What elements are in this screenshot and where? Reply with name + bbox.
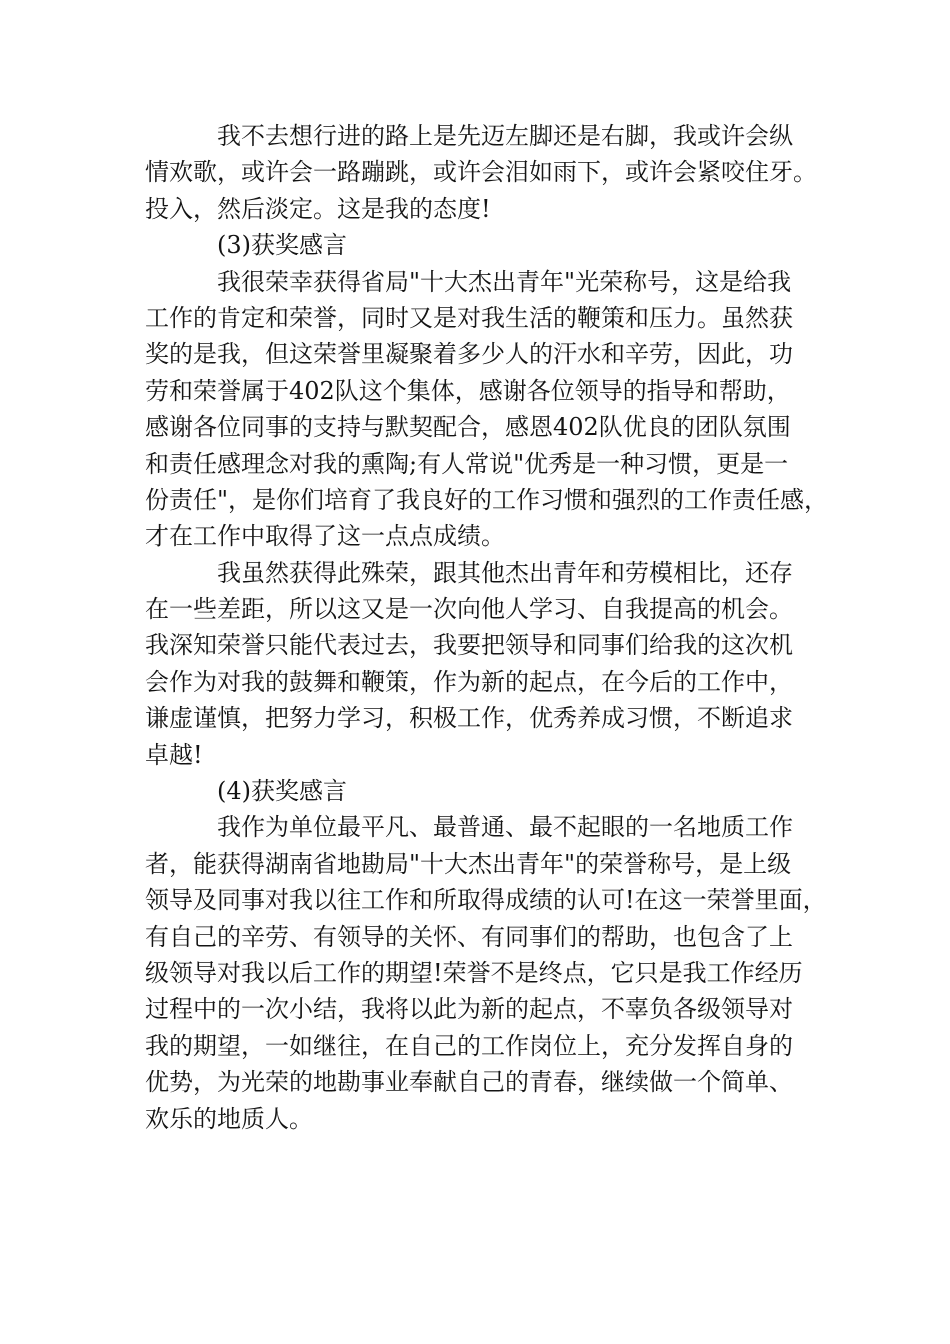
paragraph-line: 情欢歌，或许会一路蹦跳，或许会泪如雨下，或许会紧咬住牙。: [145, 158, 817, 187]
paragraph-line: 谦虚谨慎，把努力学习，积极工作，优秀养成习惯，不断追求: [145, 704, 793, 733]
paragraph-line: 会作为对我的鼓舞和鞭策，作为新的起点，在今后的工作中，: [145, 667, 793, 696]
paragraph-line: 优势，为光荣的地勘事业奉献自己的青春，继续做一个简单、: [145, 1068, 793, 1097]
paragraph-line: 我很荣幸获得省局"十大杰出青年"光荣称号，这是给我: [217, 267, 792, 296]
paragraph-line: 我深知荣誉只能代表过去，我要把领导和同事们给我的这次机: [145, 631, 793, 660]
paragraph-line: 感谢各位同事的支持与默契配合，感恩402队优良的团队氛围: [145, 413, 791, 442]
paragraph-line: 奖的是我，但这荣誉里凝聚着多少人的汗水和辛劳，因此，功: [145, 340, 793, 369]
paragraph-line: 劳和荣誉属于402队这个集体，感谢各位领导的指导和帮助，: [145, 376, 791, 405]
paragraph-line: 我作为单位最平凡、最普通、最不起眼的一名地质工作: [217, 813, 793, 842]
paragraph-line: 欢乐的地质人。: [145, 1104, 313, 1133]
paragraph-line: 有自己的辛劳、有领导的关怀、有同事们的帮助，也包含了上: [145, 922, 793, 951]
paragraph-line: 者，能获得湖南省地勘局"十大杰出青年"的荣誉称号，是上级: [145, 849, 792, 878]
paragraph-line: 在一些差距，所以这又是一次向他人学习、自我提高的机会。: [145, 595, 793, 624]
paragraph-line: 投入，然后淡定。这是我的态度!: [145, 194, 491, 223]
paragraph-line: 级领导对我以后工作的期望!荣誉不是终点，它只是我工作经历: [145, 958, 803, 987]
paragraph-line: 我虽然获得此殊荣，跟其他杰出青年和劳模相比，还存: [217, 558, 793, 587]
paragraph-line: 才在工作中取得了这一点点成绩。: [145, 522, 505, 551]
paragraph-line: 我的期望，一如继往，在自己的工作岗位上，充分发挥自身的: [145, 1031, 793, 1060]
paragraph-line: 工作的肯定和荣誉，同时又是对我生活的鞭策和压力。虽然获: [145, 303, 793, 332]
document-body: [145, 118, 829, 1137]
paragraph-line: 卓越!: [145, 740, 203, 769]
paragraph-line: 和责任感理念对我的熏陶;有人常说"优秀是一种习惯，更是一: [145, 449, 789, 478]
paragraph-line: 领导及同事对我以往工作和所取得成绩的认可!在这一荣誉里面，: [145, 886, 827, 915]
section-heading: (4)获奖感言: [217, 777, 347, 806]
paragraph-line: 我不去想行进的路上是先迈左脚还是右脚，我或许会纵: [217, 122, 793, 150]
paragraph-line: 份责任"，是你们培育了我良好的工作习惯和强烈的工作责任感，: [145, 485, 829, 514]
section-heading: (3)获奖感言: [217, 231, 347, 260]
paragraph-line: 过程中的一次小结，我将以此为新的起点，不辜负各级领导对: [145, 995, 793, 1024]
